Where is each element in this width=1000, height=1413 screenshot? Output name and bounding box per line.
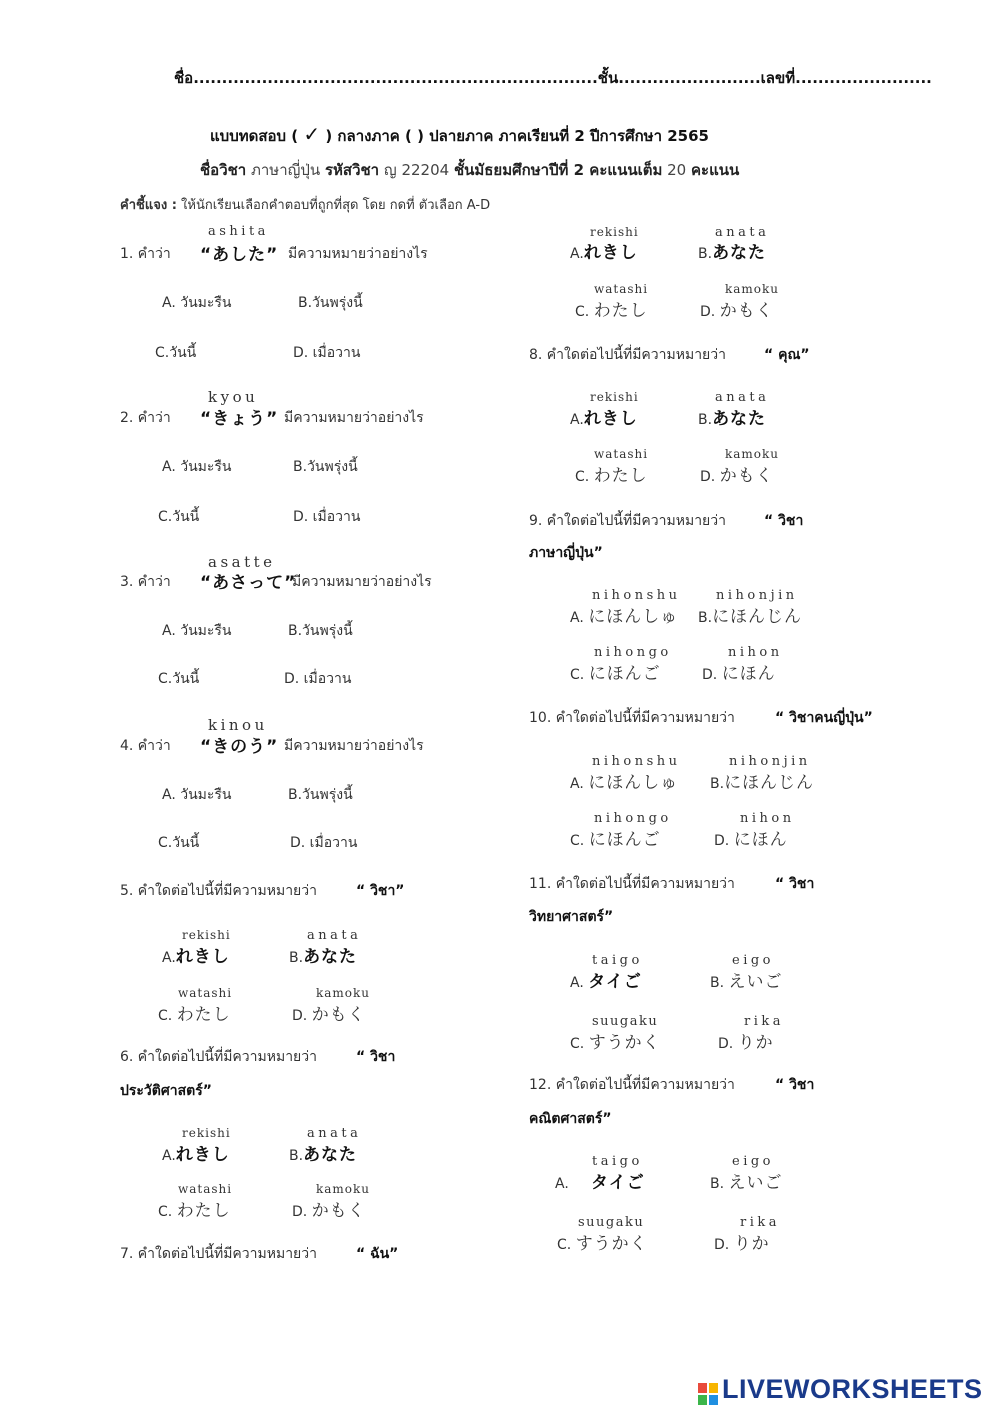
option-a[interactable]: A. タイご: [555, 1173, 645, 1193]
subject-line: ชื่อวิชา ภาษาญี่ปุ่น รหัสวิชา ญ 22204 ชั้นมัธยมศึกษาปีที่ 2 คะแนนเต็ม 20 คะแนน: [200, 161, 740, 179]
option-d[interactable]: D. りか: [714, 1234, 770, 1254]
option-a[interactable]: A. タイご: [570, 972, 642, 992]
option-c[interactable]: C. すうかく: [570, 1033, 661, 1053]
option-d[interactable]: D. เมื่อวาน: [293, 345, 361, 361]
name-line: ชื่อ.......................................................................ชั้น.........................เลขที่........................: [174, 69, 932, 87]
option-b[interactable]: B.あなた: [289, 947, 358, 967]
instructions: คำชี้แจง : ให้นักเรียนเลือกคำตอบที่ถูกที่สุด โดย กดที่ ตัวเลือก A-D: [120, 198, 491, 213]
option-a[interactable]: A.れきし: [162, 947, 230, 967]
option-d[interactable]: D. りか: [718, 1033, 774, 1053]
option-d[interactable]: D. かもく: [292, 1201, 366, 1221]
option-a[interactable]: A. วันมะรืน: [162, 459, 232, 475]
check-mark-icon: ✓: [303, 122, 321, 146]
option-c[interactable]: C.วันนี้: [158, 835, 200, 851]
option-b[interactable]: B.วันพรุ่งนี้: [298, 295, 363, 311]
option-b[interactable]: B.あなた: [289, 1145, 358, 1165]
option-d[interactable]: D. にほん: [702, 664, 776, 684]
option-c[interactable]: C. すうかく: [557, 1234, 648, 1254]
option-b[interactable]: B. えいご: [710, 1173, 783, 1193]
option-a[interactable]: A.れきし: [570, 243, 638, 263]
option-a[interactable]: A. にほんしゅ: [570, 607, 679, 627]
option-a[interactable]: A. にほんしゅ: [570, 773, 679, 793]
option-d[interactable]: D. かもく: [292, 1005, 366, 1025]
option-a[interactable]: A. วันมะรืน: [162, 623, 232, 639]
option-c[interactable]: C. わたし: [575, 466, 648, 486]
option-a[interactable]: A.れきし: [162, 1145, 230, 1165]
option-b[interactable]: B. えいご: [710, 972, 783, 992]
option-a[interactable]: A. วันมะรืน: [162, 787, 232, 803]
liveworksheets-badge-icon: [698, 1383, 718, 1405]
option-b[interactable]: B.あなた: [698, 243, 767, 263]
option-b[interactable]: B.にほんじん: [710, 773, 815, 793]
option-b[interactable]: B.あなた: [698, 409, 767, 429]
option-c[interactable]: C.วันนี้: [158, 671, 200, 687]
option-d[interactable]: D. เมื่อวาน: [284, 671, 352, 687]
option-d[interactable]: D. かもく: [700, 301, 774, 321]
option-c[interactable]: C. わたし: [158, 1201, 231, 1221]
test-type-line: แบบทดสอบ ( ✓ ) กลางภาค ( ) ปลายภาค ภาคเรียนที่ 2 ปีการศึกษา 2565: [210, 122, 709, 146]
option-b[interactable]: B.にほんじん: [698, 607, 803, 627]
option-d[interactable]: D. เมื่อวาน: [293, 509, 361, 525]
liveworksheets-logo[interactable]: LIVEWORKSHEETS: [698, 1374, 983, 1405]
option-d[interactable]: D. かもく: [700, 466, 774, 486]
option-b[interactable]: B.วันพรุ่งนี้: [288, 623, 353, 639]
option-a[interactable]: A. วันมะรืน: [162, 295, 232, 311]
option-c[interactable]: C.วันนี้: [155, 345, 197, 361]
option-b[interactable]: B.วันพรุ่งนี้: [288, 787, 353, 803]
option-c[interactable]: C. にほんご: [570, 664, 661, 684]
option-b[interactable]: B.วันพรุ่งนี้: [293, 459, 358, 475]
option-c[interactable]: C. わたし: [158, 1005, 231, 1025]
option-a[interactable]: A.れきし: [570, 409, 638, 429]
option-d[interactable]: D. にほん: [714, 830, 788, 850]
option-c[interactable]: C. わたし: [575, 301, 648, 321]
option-d[interactable]: D. เมื่อวาน: [290, 835, 358, 851]
option-c[interactable]: C. にほんご: [570, 830, 661, 850]
option-c[interactable]: C.วันนี้: [158, 509, 200, 525]
